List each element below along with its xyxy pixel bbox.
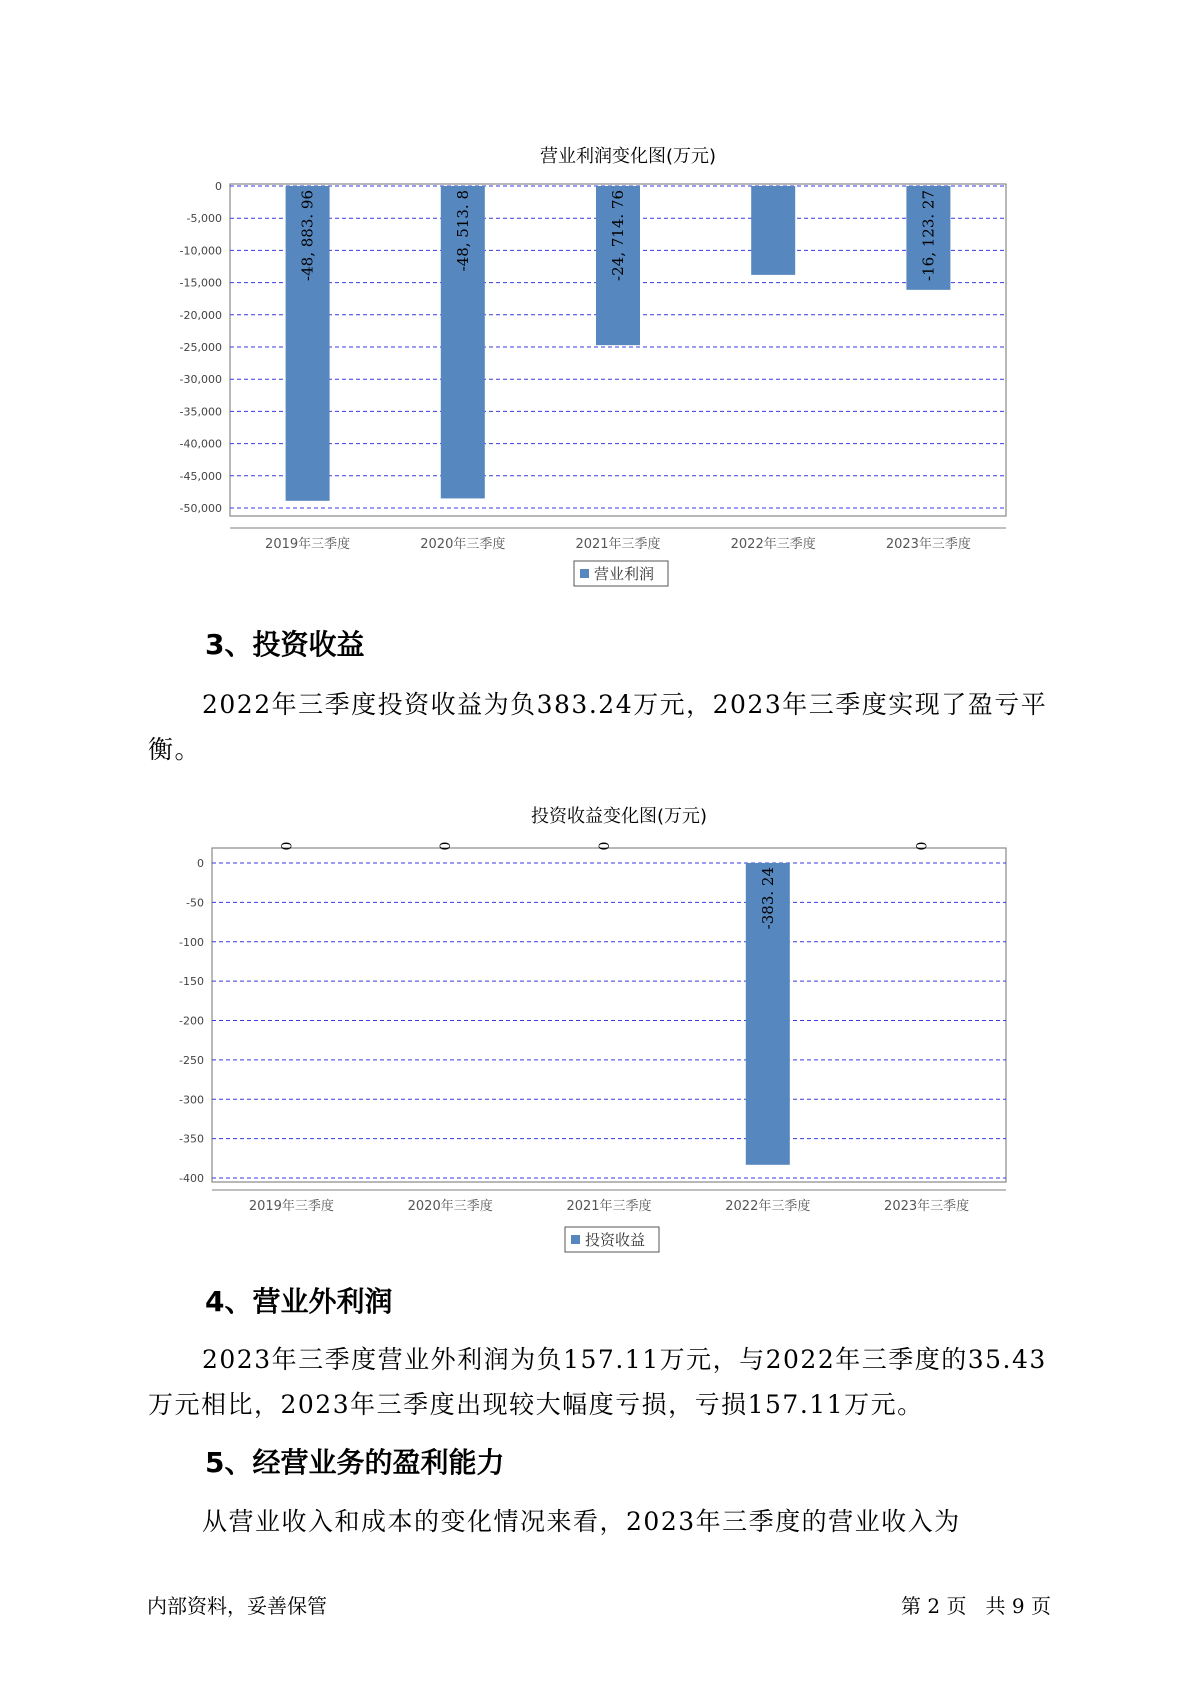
- footer-confidential-note: 内部资料，妥善保管: [147, 1594, 327, 1618]
- section-5-heading: 5、经营业务的盈利能力: [205, 1446, 505, 1479]
- y-tick-label: -10,000: [179, 244, 222, 258]
- data-label: -383. 24: [758, 867, 777, 930]
- data-label: 0: [914, 841, 931, 851]
- y-tick-label: -200: [179, 1014, 204, 1028]
- data-label: -48, 883. 96: [298, 190, 317, 281]
- chart-title: 营业利润变化图(万元): [539, 146, 717, 167]
- x-tick-label: 2019年三季度: [248, 1199, 334, 1214]
- y-tick-label: -250: [179, 1053, 204, 1067]
- x-tick-label: 2020年三季度: [407, 1199, 493, 1214]
- y-tick-label: -40,000: [179, 437, 222, 451]
- y-tick-label: -400: [179, 1172, 204, 1185]
- x-tick-label: 2022年三季度: [725, 1199, 811, 1214]
- data-label: 0: [279, 841, 296, 851]
- data-label: -16, 123. 27: [919, 190, 938, 281]
- x-tick-label: 2023年三季度: [884, 1199, 970, 1214]
- y-tick-label: -5,000: [186, 212, 222, 226]
- y-tick-label: -25,000: [179, 341, 222, 354]
- x-tick-label: 2019年三季度: [265, 537, 351, 552]
- y-tick-label: -30,000: [179, 373, 222, 387]
- y-tick-label: -20,000: [179, 308, 222, 322]
- data-label: -24, 714. 76: [609, 190, 627, 281]
- x-tick-label: 2021年三季度: [566, 1199, 652, 1214]
- data-label: 0: [438, 841, 455, 851]
- section-3-heading: 3、投资收益: [205, 628, 365, 661]
- y-tick-label: 0: [215, 180, 222, 193]
- y-tick-label: -35,000: [179, 405, 222, 419]
- y-tick-label: -300: [179, 1093, 204, 1107]
- plot-frame: [212, 848, 1006, 1182]
- y-tick-label: -150: [179, 975, 204, 989]
- x-tick-label: 2023年三季度: [885, 537, 971, 552]
- section-5-text: 从营业收入和成本的变化情况来看，2023年三季度的营业收入为: [202, 1507, 961, 1536]
- y-tick-label: -50,000: [179, 502, 222, 515]
- footer-page-number: 第 2 页 共 9 页: [901, 1594, 1051, 1618]
- y-tick-label: -100: [179, 935, 204, 949]
- legend-label: 营业利润: [594, 565, 655, 583]
- chart-title: 投资收益变化图(万元): [530, 806, 708, 827]
- y-tick-label: 0: [197, 857, 204, 870]
- section-3-text: 2022年三季度投资收益为负383.24万元，2023年三季度实现了盈亏平衡。: [148, 690, 1048, 764]
- y-tick-label: -45,000: [179, 469, 222, 483]
- y-tick-label: -15,000: [179, 276, 222, 290]
- data-label: -48, 513. 8: [453, 190, 472, 272]
- x-tick-label: 2020年三季度: [420, 537, 506, 552]
- y-tick-label: -350: [179, 1132, 204, 1146]
- section-4-heading: 4、营业外利润: [205, 1285, 393, 1318]
- data-label: 0: [597, 841, 613, 851]
- x-tick-label: 2022年三季度: [730, 537, 816, 552]
- section-4-text: 2023年三季度营业外利润为负157.11万元，与2022年三季度的35.43万元相比，2023年三季度出现较大幅度亏损，亏损157.11万元。: [148, 1345, 1047, 1419]
- legend-label: 投资收益: [585, 1231, 646, 1249]
- y-tick-label: -50: [186, 896, 204, 910]
- x-tick-label: 2021年三季度: [575, 537, 661, 552]
- legend-swatch: [571, 1235, 580, 1244]
